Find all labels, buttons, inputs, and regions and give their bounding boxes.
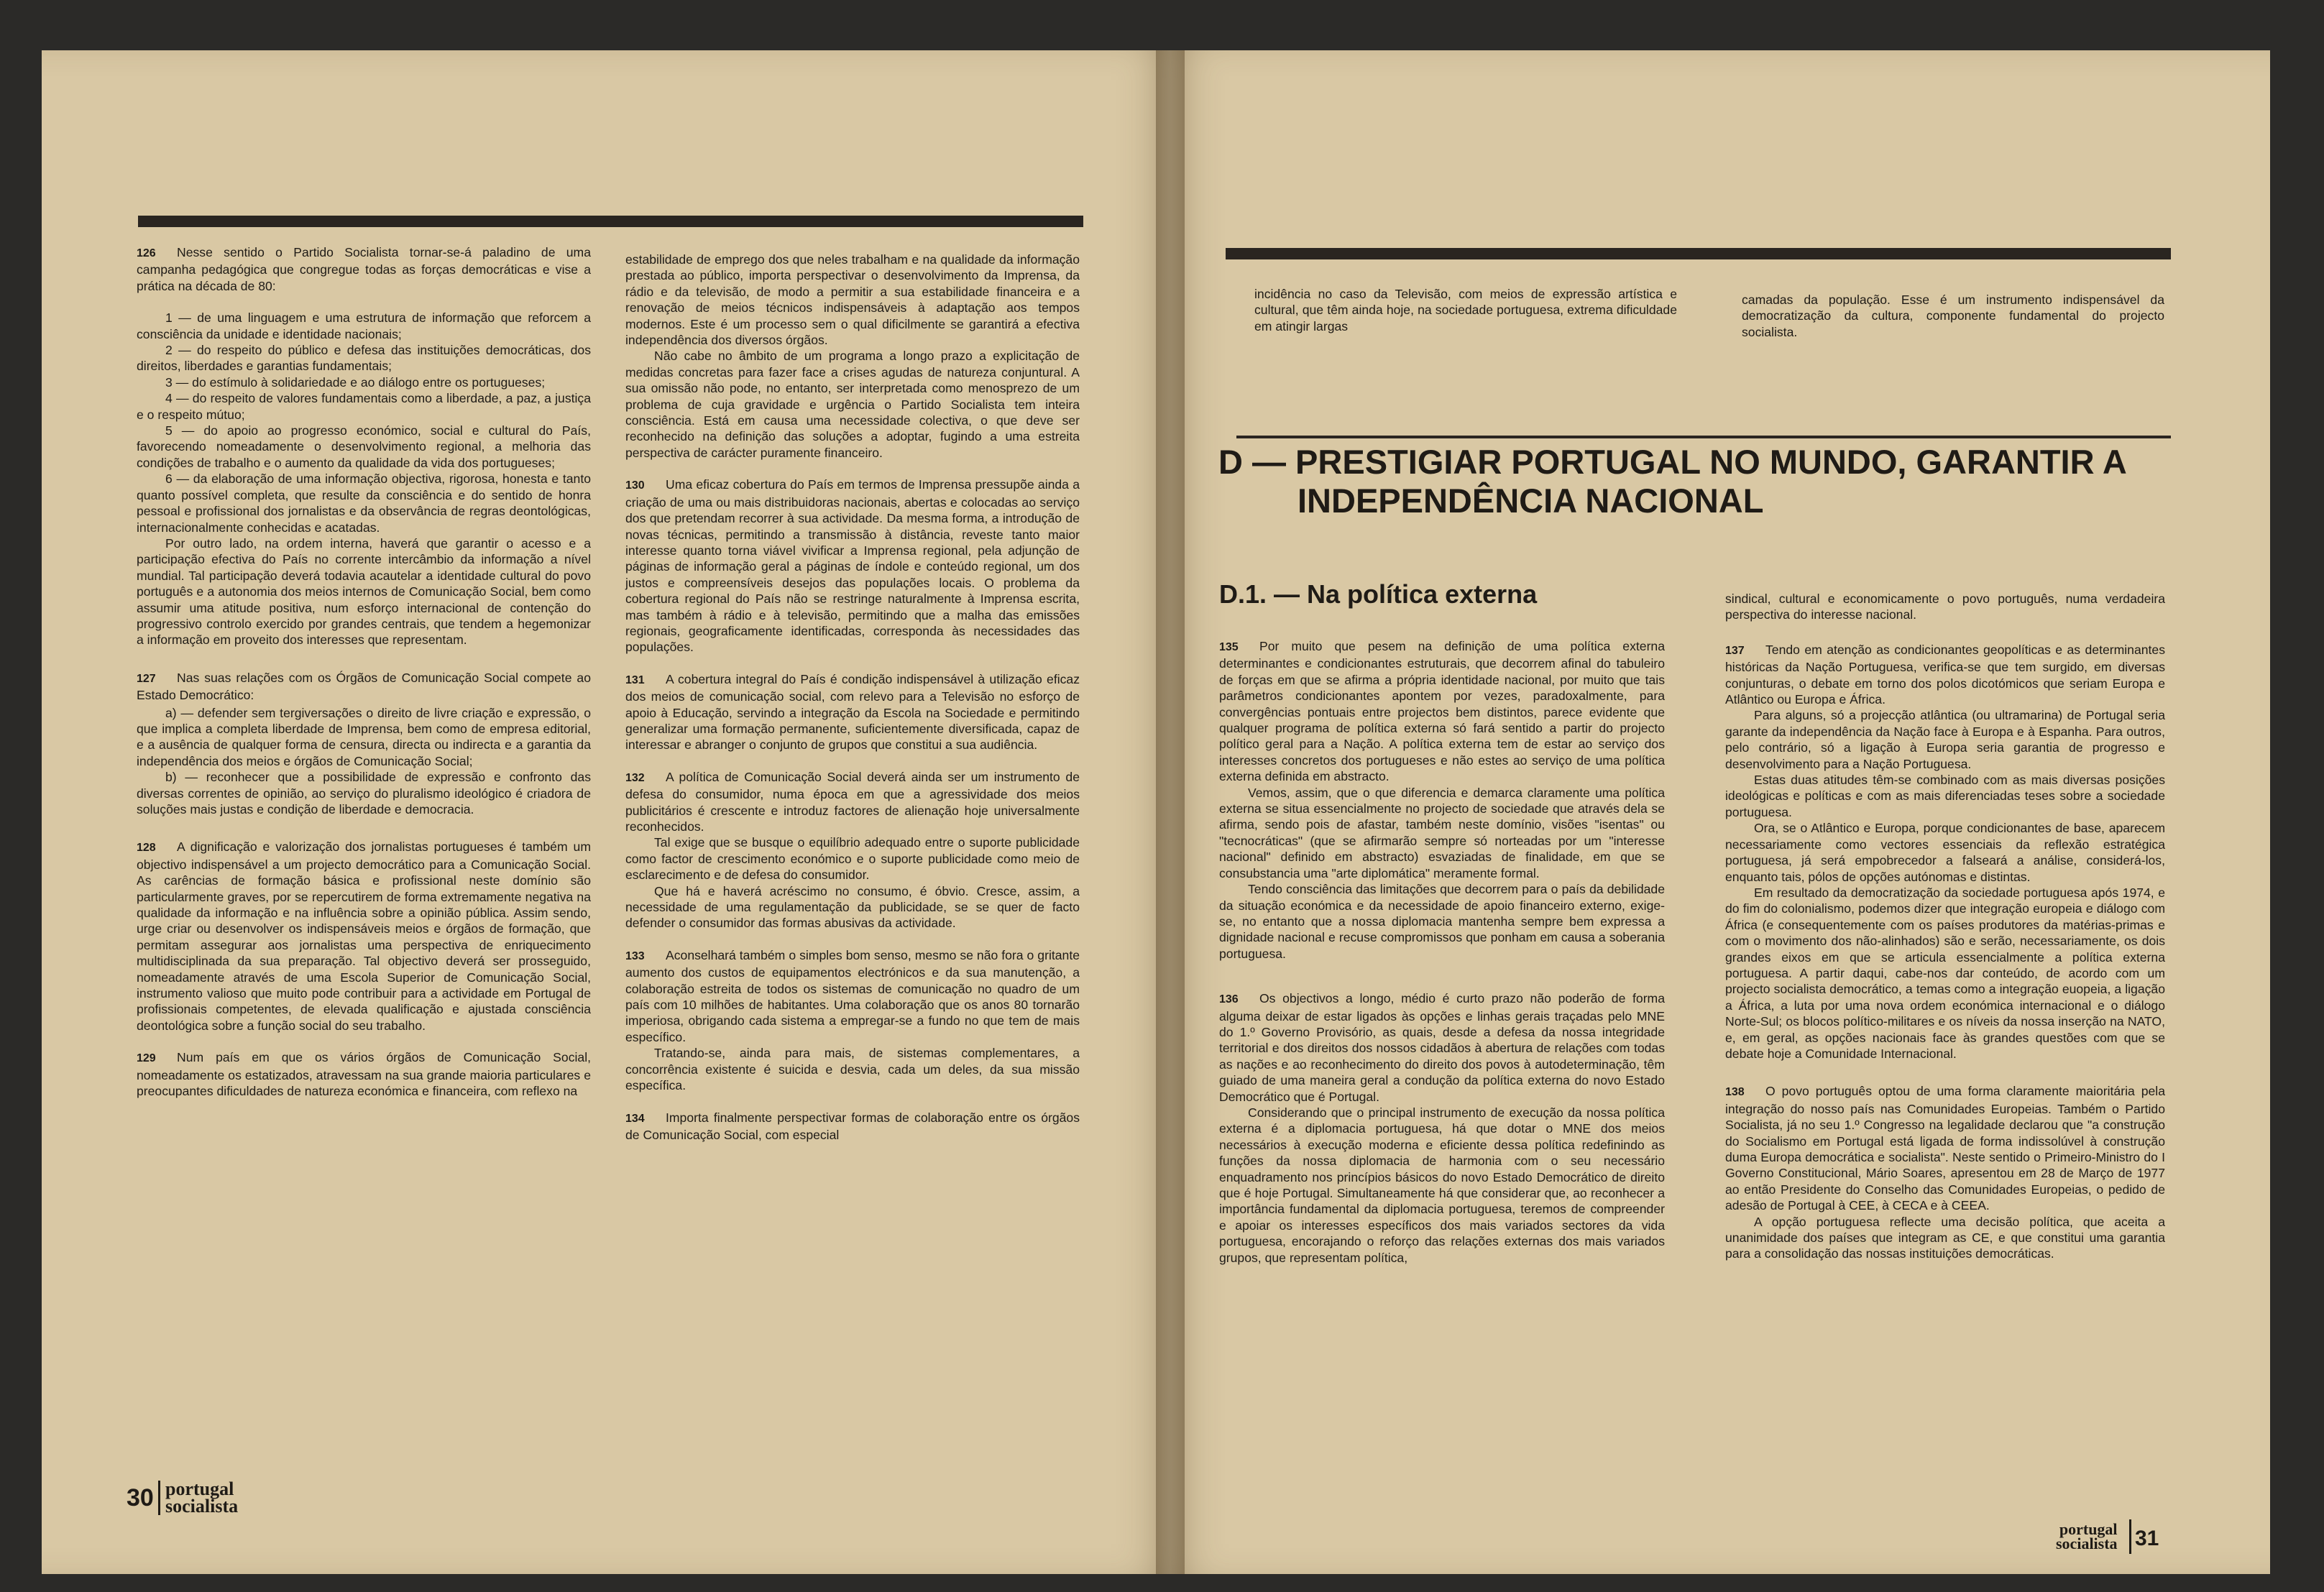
list-item: 6 — da elaboração de uma informação objectiva, rigorosa, honesta e tanto quanto possível completa, que resulte da consciência e do sentido de honra pessoal e profissional dos jornalistas e da observância de regras deontológicas, internacionalmente conhecidas e acatadas. <box>137 471 591 535</box>
subsection-title: D.1. — Na política externa <box>1219 579 1538 609</box>
paragraph-137-continued: Em resultado da democratização da sociedade portuguesa após 1974, e do fim do colonialismo, podemos dizer que integração europeia e diálogo com África (e consequentemente com os países produtores da matérias-primas e com o movimento dos não-alinhados) são e serão, necessariamente, os dois grandes eixos em que se articula essencialmente a política externa portuguesa. A partir daqui, cabe-nos dar conteúdo, de acordo com um projecto socialista democrático, a temas como a integração euopeia, a ligação a África, a luta por uma nova ordem económica internacional e o diálogo Norte-Sul; os blocos político-militares e os níveis da nossa inserção na NATO, e, em geral, as opções nacionais face às grandes questões com que se debate hoje a Comunidade Internacional. <box>1725 885 2165 1061</box>
left-column-2 <box>625 252 1080 1159</box>
paragraph-135-continued: Vemos, assim, que o que diferencia e demarca claramente uma política externa se situa essencialmente no projecto de sociedade que através dela se afirma, sendo pois de afastar, também neste domínio, visões "isentas" ou "tecnocráticas" (que se afirmarão sempre só norteadas por um "interesse nacional" definido em abstracto) esvaziadas de finalidade, em que se consubstancia uma "arte diplomática" meramente formal. <box>1219 785 1665 880</box>
left-page-top-rule <box>138 216 1083 227</box>
page-number-right: 31 <box>2135 1527 2159 1550</box>
list-item: 4 — do respeito de valores fundamentais como a liberdade, a paz, a justiça e o respeito mútuo; <box>137 391 591 422</box>
right-column-2 <box>1725 591 2165 1278</box>
brand-logo-right: portugal socialista <box>2056 1520 2118 1552</box>
paragraph-137-continued: Para alguns, só a projecção atlântica (ou ultramarina) de Portugal seria garante da independência da Nação face à Europa e à Espanha. Para outros, pelo contrário, só a ligação à Europa seria garantia de progresso e desenvolvimento para a Nação Portuguesa. <box>1725 708 2165 771</box>
paragraph-137-continued: Ora, se o Atlântico e Europa, porque condicionantes de base, aparecem necessariamente como vectores essenciais da reflexão estratégica portuguesa, já será empobrecedor a falseará a análise, considerá-los, enquanto tais, pólos de opções autónomas e distintas. <box>1725 821 2165 884</box>
paragraph-138: 138 O povo português optou de uma forma claramente maioritária pela integração do nosso país nas Comunidades Europeias. Também o Partido Socialista, já no seu 1.º Congresso na legalidade declarou que "a construção do Socialismo em Portugal está ligada de forma indissolúvel à construção duma Europa democrática e socialista". Neste sentido o Primeiro-Ministro do I Governo Constitucional, Mário Soares, apresentou em 28 de Março de 1977 ao então Presidente do Conselho das Comunidades Europeias, o pedido de adesão de Portugal à CEE, à CECA e à CEEA. <box>1725 1084 2165 1213</box>
paragraph-127: 127 Nas suas relações com os Órgãos de Comunicação Social compete ao Estado Democrático: <box>137 670 591 703</box>
paragraph-131: 131 A cobertura integral do País é condição indispensável à utilização eficaz dos meios de comunicação social, com relevo para a Televisão no esforço de apoio à Educação, servindo a integração da Escola na Sociedade e permitindo generalizar uma formação permanente, suficientemente diversificada, capaz de interessar e abranger o conjunto de grupos que constitui a sua audiência. <box>625 671 1080 753</box>
paragraph-132-continued: Que há e haverá acréscimo no consumo, é óbvio. Cresce, assim, a necessidade de uma regulamentação da publicidade, se se quer de facto defender o consumidor das formas abusivas da actividade. <box>625 883 1080 931</box>
paragraph-133: 133 Aconselhará também o simples bom senso, mesmo se não fora o gritante aumento dos custos de equipamentos electrónicos e da sua manutenção, a colaboração estreita de todos os sistemas de comunicação no quadro de um país com 10 milhões de habitantes. Uma colaboração que os anos 80 tornarão imperiosa, obrigando cada sistema a empregar-se a fundo no que tem de mais específico. <box>625 947 1080 1044</box>
paragraph-128: 128 A dignificação e valorização dos jornalistas portugueses é também um objectivo indispensável a um projecto democrático para a Comunicação Social. As carências de formação básica e profissional neste domínio são particularmente graves, por se repercutirem de forma extremamente negativa na qualidade da informação e na influência sobre a opinião pública. Assim sendo, urge criar ou desenvolver os indispensáveis meios e órgãos de formação, que permitam assegurar aos jornalistas uma perspectiva de enriquecimento multidisciplinada da sua preparação. Tal objectivo deverá ser prosseguido, nomeadamente através de uma Escola Superior de Comunicação Social, instrumento valioso que muito pode contribuir para a actividade em Portugal de profissionais competentes, de elevada qualificação e ajustada consciência deontológica sobre a função social do seu trabalho. <box>137 839 591 1033</box>
paragraph-134: 134 Importa finalmente perspectivar formas de colaboração entre os órgãos de Comunicação Social, com especial <box>625 1110 1080 1142</box>
paragraph-135: 135 Por muito que pesem na definição de uma política externa determinantes e condicionantes estruturais, que decorrem afinal do tabuleiro de forças em que se afirma a própria identidade nacional, por muito que tais parâmetros condicionantes apontem por vezes, paradoxalmente, para convergências pontuais entre projectos bem distintos, parece evidente que qualquer programa de política externa só fará sentido a partir do projecto político geral para a Nação. A política externa tem de estar ao serviço dos interesses concretos dos portugueses e não estes ao serviço de uma política externa definida em abstracto. <box>1219 639 1665 784</box>
list-item: b) — reconhecer que a possibilidade de expressão e confronto das diversas correntes de opinião, ao serviço do pluralismo ideológico é criadora de soluções mais justas e condição de liberdade e democracia. <box>137 770 591 816</box>
paragraph-130: 130 Uma eficaz cobertura do País em termos de Imprensa pressupõe ainda a criação de uma ou mais distribuidoras nacionais, abertas e colocadas ao serviço dos que pretendam recorrer à sua actividade. Da mesma forma, a introdução de novas técnicas, permitindo a transmissão à distância, reveste tanto maior interesse quanto torna viável vivificar a Imprensa regional, pela adjunção de páginas de informação geral a páginas de índole e conteúdo regional, um dos justos e compreensíveis desejos das populações locais. O problema da cobertura regional do País não se restringe naturalmente à Imprensa escrita, mas também à rádio e à televisão, permitindo que a malha das emissões regionais, geograficamente identificadas, corresponda às necessidades das populações. <box>625 477 1080 655</box>
right-page-top-rule <box>1226 248 2171 259</box>
paragraph-136-continued: Considerando que o principal instrumento de execução da nossa política externa é a diplomacia portuguesa, há que dotar o MNE dos meios necessários à execução moderna e eficiente dessa política redefinindo as funções da nossa diplomacia de harmonia com o seu necessário enquadramento nos princípios básicos do novo Estado Democrático de direito que é hoje Portugal. Simultaneamente há que considerar que, ao reconhecer a importância fundamental da diplomacia portuguesa, teremos de compreender e apoiar os interesses específicos dos mais variados sectores da vida portuguesa, encorajando o reforço das relações externas dos mais variados grupos, que representam política, <box>1219 1105 1665 1265</box>
paragraph-138-continued: A opção portuguesa reflecte uma decisão política, que aceita a unanimidade dos países que integram as CE, e que constitui uma garantia para a consolidação das nossas instituições democráticas. <box>1725 1214 2165 1261</box>
folio-divider-left <box>158 1481 160 1515</box>
list-item: 5 — do apoio ao progresso económico, social e cultural do País, favorecendo nomeadamente o desenvolvimento regional, a melhoria das condições de trabalho e o aumento da qualidade da vida dos portugueses; <box>137 423 591 470</box>
list-item: a) — defender sem tergiversações o direito de livre criação e expressão, o que implica a completa liberdade de Imprensa, bem como de empresa editorial, e a ausência de qualquer forma de censura, directa ou indirecta e a garantia da independência dos meios e órgãos de Comunicação Social; <box>137 705 591 768</box>
list-127 <box>137 705 591 818</box>
list-item: 1 — de uma linguagem e uma estrutura de informação que reforcem a consciência da unidade e identidade nacionais; <box>137 310 591 341</box>
paragraph-137: 137 Tendo em atenção as condicionantes geopolíticas e as determinantes históricas da Nação Portuguesa, verifica-se que tem surgido, em diversas conjunturas, o debate em torno dos polos dicotómicos que seriam Europa e Atlântico ou Europa e África. <box>1725 642 2165 707</box>
section-rule <box>1236 436 2171 438</box>
paragraph-129: 129 Num país em que os vários órgãos de Comunicação Social, nomeadamente os estatizados, atravessam na sua grande maioria particulares e preocupantes dificuldades de natureza económica e financeira, com reflexo na <box>137 1050 591 1099</box>
section-title: D — PRESTIGIAR PORTUGAL NO MUNDO, GARANTIR A INDEPENDÊNCIA NACIONAL <box>1218 443 2127 520</box>
right-top-column-1: incidência no caso da Televisão, com meios de expressão artística e cultural, que têm ainda hoje, na sociedade portuguesa, extrema dificuldade em atingir largas <box>1254 287 1677 333</box>
paragraph-135-continued: Tendo consciência das limitações que decorrem para o país da debilidade da situação económica e da necessidade de apoio financeiro externo, exige-se, no entanto que a nossa diplomacia mantenha sempre bem expressa a dignidade nacional e recuse compromissos que ponham em causa a soberania portuguesa. <box>1219 882 1665 961</box>
paragraph-126: 126 Nesse sentido o Partido Socialista tornar-se-á paladino de uma campanha pedagógica que congregue todas as forças democráticas e vise a prática na década de 80: <box>137 245 591 293</box>
folio-divider-right <box>2129 1519 2131 1554</box>
paragraph-133-continued: Tratando-se, ainda para mais, de sistemas complementares, a concorrência existente é suicida e desvia, cada um deles, da sua missão específica. <box>625 1046 1080 1093</box>
paragraph-137-continued: Estas duas atitudes têm-se combinado com as mais diversas posições ideológicas e políticas e com as mais diferenciadas teses sobre a sociedade portuguesa. <box>1725 773 2165 819</box>
paragraph-132-continued: Tal exige que se busque o equilíbrio adequado entre o suporte publicidade como factor de crescimento económico e o suporte publicidade como meio de esclarecimento e de defesa do consumidor. <box>625 835 1080 883</box>
paragraph-129-continued: estabilidade de emprego dos que neles trabalham e na qualidade da informação prestada ao público, importa perspectivar o desenvolvimento da Imprensa, da rádio e da televisão, de modo a permitir a sua estabilidade financeira e a renovação de meios técnicos indispensáveis à adaptação aos tempos modernos. Este é um processo sem o qual dificilmente se garantirá a efectiva independência dos diversos órgãos. <box>625 252 1080 348</box>
paragraph-136-top: sindical, cultural e economicamente o povo português, numa verdadeira perspectiva do interesse nacional. <box>1725 592 2165 622</box>
list-item: 3 — do estímulo à solidariedade e ao diálogo entre os portugueses; <box>165 374 546 390</box>
right-column-1 <box>1219 638 1665 1282</box>
left-column-1 <box>137 244 591 1115</box>
page-number-left: 30 <box>127 1484 154 1512</box>
paragraph-129-continued-2: Não cabe no âmbito de um programa a longo prazo a explicitação de medidas concretas para fazer face a crises agudas de natureza conjuntural. A sua omissão não pode, no entanto, ser interpretada como menosprezo de um problema de cuja gravidade e urgência o Partido Socialista tem inteira consciência. Está em causa uma necessidade colectiva, o que deve ser reconhecido na definição das soluções a adoptar, fugindo a uma estreita perspectiva de carácter puramente financeiro. <box>625 349 1080 460</box>
list-item: 2 — do respeito do público e defesa das instituições democráticas, dos direitos, liberdades e garantias fundamentais; <box>137 343 591 374</box>
right-top-column-2: camadas da população. Esse é um instrumento indispensável da democratização da cultura, componente fundamental do projecto socialista. <box>1742 293 2164 339</box>
list-126 <box>137 310 591 648</box>
book-spine <box>1156 50 1185 1574</box>
paragraph-132: 132 A política de Comunicação Social deverá ainda ser um instrumento de defesa do consumidor, numa época em que a agressividade dos meios publicitários é crescente e introduz factores de alienação hoje universalmente reconhecidos. <box>625 769 1080 834</box>
brand-logo-left: portugal socialista <box>165 1478 239 1517</box>
paragraph-136: 136 Os objectivos a longo, médio é curto prazo não poderão de forma alguma deixar de estar ligados às opções e linhas gerais traçadas pelo MNE do 1.º Governo Provisório, as quais, desde a defesa da nossa integridade territorial e dos direitos dos nossos cidadãos à abertura de relações com todas as nações e ao reconhecimento do direito dos povos à autodeterminação, têm guiado de uma maneira geral a condução da política externa do novo Estado Democrático que é Portugal. <box>1219 991 1665 1104</box>
list-item: Por outro lado, na ordem interna, haverá que garantir o acesso e a participação efectiva do País no corrente intercâmbio da informação a nível mundial. Tal participação deverá todavia acautelar a identidade cultural do povo português e a autonomia dos meios internos de Comunicação Social, bem como assumir uma atitude positiva, num esforço internacional de contenção do progressivo controlo exercido por grandes centrais, que tendem a hegemonizar a informação em proveito dos interesses que representam. <box>137 535 591 648</box>
